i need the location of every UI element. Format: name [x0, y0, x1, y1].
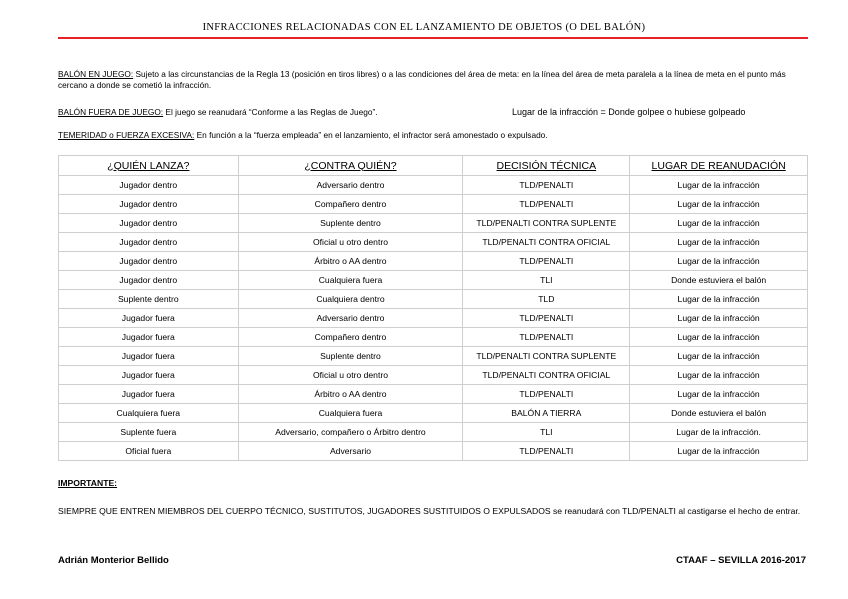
- label-balon-fuera: BALÓN FUERA DE JUEGO:: [58, 107, 164, 117]
- header-against-whom: ¿CONTRA QUIÉN?: [238, 156, 463, 176]
- table-header-row: [59, 156, 808, 176]
- cell-technical-decision: TLD/PENALTI: [463, 176, 630, 195]
- cell-restart-place: Lugar de la infracción.: [630, 423, 808, 442]
- cell-against-whom: Suplente dentro: [238, 214, 463, 233]
- table-row: [59, 233, 808, 252]
- cell-technical-decision: TLD/PENALTI CONTRA OFICIAL: [463, 366, 630, 385]
- cell-who-throws: Jugador dentro: [59, 176, 239, 195]
- cell-restart-place: Lugar de la infracción: [630, 347, 808, 366]
- header-who-throws: ¿QUIÉN LANZA?: [59, 156, 239, 176]
- cell-who-throws: Jugador dentro: [59, 195, 239, 214]
- text-temeridad: En función a la “fuerza empleada” en el lanzamiento, el infractor será amonestado o expulsado.: [194, 130, 548, 140]
- table-row: [59, 366, 808, 385]
- important-label: IMPORTANTE:: [58, 478, 118, 488]
- cell-technical-decision: TLD/PENALTI CONTRA SUPLENTE: [463, 214, 630, 233]
- cell-who-throws: Jugador dentro: [59, 233, 239, 252]
- table-row: [59, 385, 808, 404]
- table-row: [59, 195, 808, 214]
- table-row: [59, 290, 808, 309]
- cell-technical-decision: BALÓN A TIERRA: [463, 404, 630, 423]
- cell-restart-place: Lugar de la infracción: [630, 442, 808, 461]
- cell-who-throws: Jugador fuera: [59, 385, 239, 404]
- cell-who-throws: Jugador fuera: [59, 328, 239, 347]
- header-restart-place: LUGAR DE REANUDACIÓN: [630, 156, 808, 176]
- cell-technical-decision: TLD/PENALTI: [463, 195, 630, 214]
- cell-restart-place: Lugar de la infracción: [630, 385, 808, 404]
- text-balon-fuera: El juego se reanudará “Conforme a las Reglas de Juego”.: [163, 107, 378, 117]
- header-technical-decision: DECISIÓN TÉCNICA: [463, 156, 630, 176]
- table-row: [59, 176, 808, 195]
- cell-restart-place: Lugar de la infracción: [630, 309, 808, 328]
- important-note: SIEMPRE QUE ENTREN MIEMBROS DEL CUERPO TÉCNICO, SUSTITUTOS, JUGADORES SUSTITUIDOS O EXPULSADOS se reanudará con TLD/PENALTI al castigarse el hecho de entrar.: [58, 506, 801, 516]
- cell-restart-place: Lugar de la infracción: [630, 366, 808, 385]
- table-body: [59, 176, 808, 461]
- table-row: [59, 309, 808, 328]
- label-balon-en-juego: BALÓN EN JUEGO:: [58, 69, 134, 79]
- paragraph-temeridad: [58, 130, 548, 141]
- cell-restart-place: Lugar de la infracción: [630, 214, 808, 233]
- cell-who-throws: Jugador dentro: [59, 214, 239, 233]
- cell-restart-place: Donde estuviera el balón: [630, 271, 808, 290]
- cell-against-whom: Suplente dentro: [238, 347, 463, 366]
- paragraph-balon-en-juego: [58, 69, 808, 91]
- cell-against-whom: Árbitro o AA dentro: [238, 252, 463, 271]
- cell-restart-place: Lugar de la infracción: [630, 233, 808, 252]
- place-of-infraction-note: Lugar de la infracción = Donde golpee o hubiese golpeado: [512, 107, 746, 117]
- cell-who-throws: Jugador fuera: [59, 366, 239, 385]
- title-divider: [58, 37, 808, 39]
- cell-technical-decision: TLD: [463, 290, 630, 309]
- cell-who-throws: Suplente fuera: [59, 423, 239, 442]
- cell-technical-decision: TLD/PENALTI CONTRA SUPLENTE: [463, 347, 630, 366]
- cell-technical-decision: TLD/PENALTI CONTRA OFICIAL: [463, 233, 630, 252]
- cell-restart-place: Lugar de la infracción: [630, 195, 808, 214]
- document-title: INFRACCIONES RELACIONADAS CON EL LANZAMIENTO DE OBJETOS (O DEL BALÓN): [202, 22, 646, 33]
- cell-technical-decision: TLI: [463, 271, 630, 290]
- table-row: [59, 271, 808, 290]
- cell-technical-decision: TLI: [463, 423, 630, 442]
- footer-organization: CTAAF – SEVILLA 2016-2017: [676, 555, 806, 566]
- cell-restart-place: Donde estuviera el balón: [630, 404, 808, 423]
- cell-technical-decision: TLD/PENALTI: [463, 328, 630, 347]
- table-row: [59, 404, 808, 423]
- cell-restart-place: Lugar de la infracción: [630, 252, 808, 271]
- infractions-table: [58, 155, 808, 461]
- table-row: [59, 214, 808, 233]
- cell-technical-decision: TLD/PENALTI: [463, 385, 630, 404]
- paragraph-balon-fuera: [58, 107, 378, 118]
- table-row: [59, 423, 808, 442]
- text-balon-en-juego: Sujeto a las circunstancias de la Regla 13 (posición en tiros libres) o a las condiciones del área de meta: en la línea del área de meta paralela a la línea de meta en el punto más cercano a donde se cometió la infracción.: [58, 69, 786, 90]
- cell-against-whom: Oficial u otro dentro: [238, 233, 463, 252]
- cell-against-whom: Árbitro o AA dentro: [238, 385, 463, 404]
- cell-restart-place: Lugar de la infracción: [630, 290, 808, 309]
- cell-against-whom: Adversario, compañero o Árbitro dentro: [238, 423, 463, 442]
- cell-who-throws: Suplente dentro: [59, 290, 239, 309]
- cell-against-whom: Oficial u otro dentro: [238, 366, 463, 385]
- cell-against-whom: Cualquiera fuera: [238, 404, 463, 423]
- cell-who-throws: Jugador fuera: [59, 309, 239, 328]
- cell-who-throws: Jugador dentro: [59, 271, 239, 290]
- table-row: [59, 442, 808, 461]
- cell-against-whom: Compañero dentro: [238, 195, 463, 214]
- cell-who-throws: Jugador dentro: [59, 252, 239, 271]
- cell-technical-decision: TLD/PENALTI: [463, 309, 630, 328]
- table-row: [59, 328, 808, 347]
- table-row: [59, 347, 808, 366]
- cell-who-throws: Cualquiera fuera: [59, 404, 239, 423]
- cell-against-whom: Adversario dentro: [238, 309, 463, 328]
- cell-against-whom: Cualquiera dentro: [238, 290, 463, 309]
- cell-technical-decision: TLD/PENALTI: [463, 442, 630, 461]
- cell-technical-decision: TLD/PENALTI: [463, 252, 630, 271]
- footer-author: Adrián Monterior Bellido: [58, 555, 169, 566]
- cell-against-whom: Compañero dentro: [238, 328, 463, 347]
- cell-against-whom: Cualquiera fuera: [238, 271, 463, 290]
- cell-restart-place: Lugar de la infracción: [630, 176, 808, 195]
- cell-who-throws: Oficial fuera: [59, 442, 239, 461]
- cell-who-throws: Jugador fuera: [59, 347, 239, 366]
- cell-against-whom: Adversario: [238, 442, 463, 461]
- table-row: [59, 252, 808, 271]
- cell-against-whom: Adversario dentro: [238, 176, 463, 195]
- cell-restart-place: Lugar de la infracción: [630, 328, 808, 347]
- label-temeridad: TEMERIDAD o FUERZA EXCESIVA:: [58, 130, 195, 140]
